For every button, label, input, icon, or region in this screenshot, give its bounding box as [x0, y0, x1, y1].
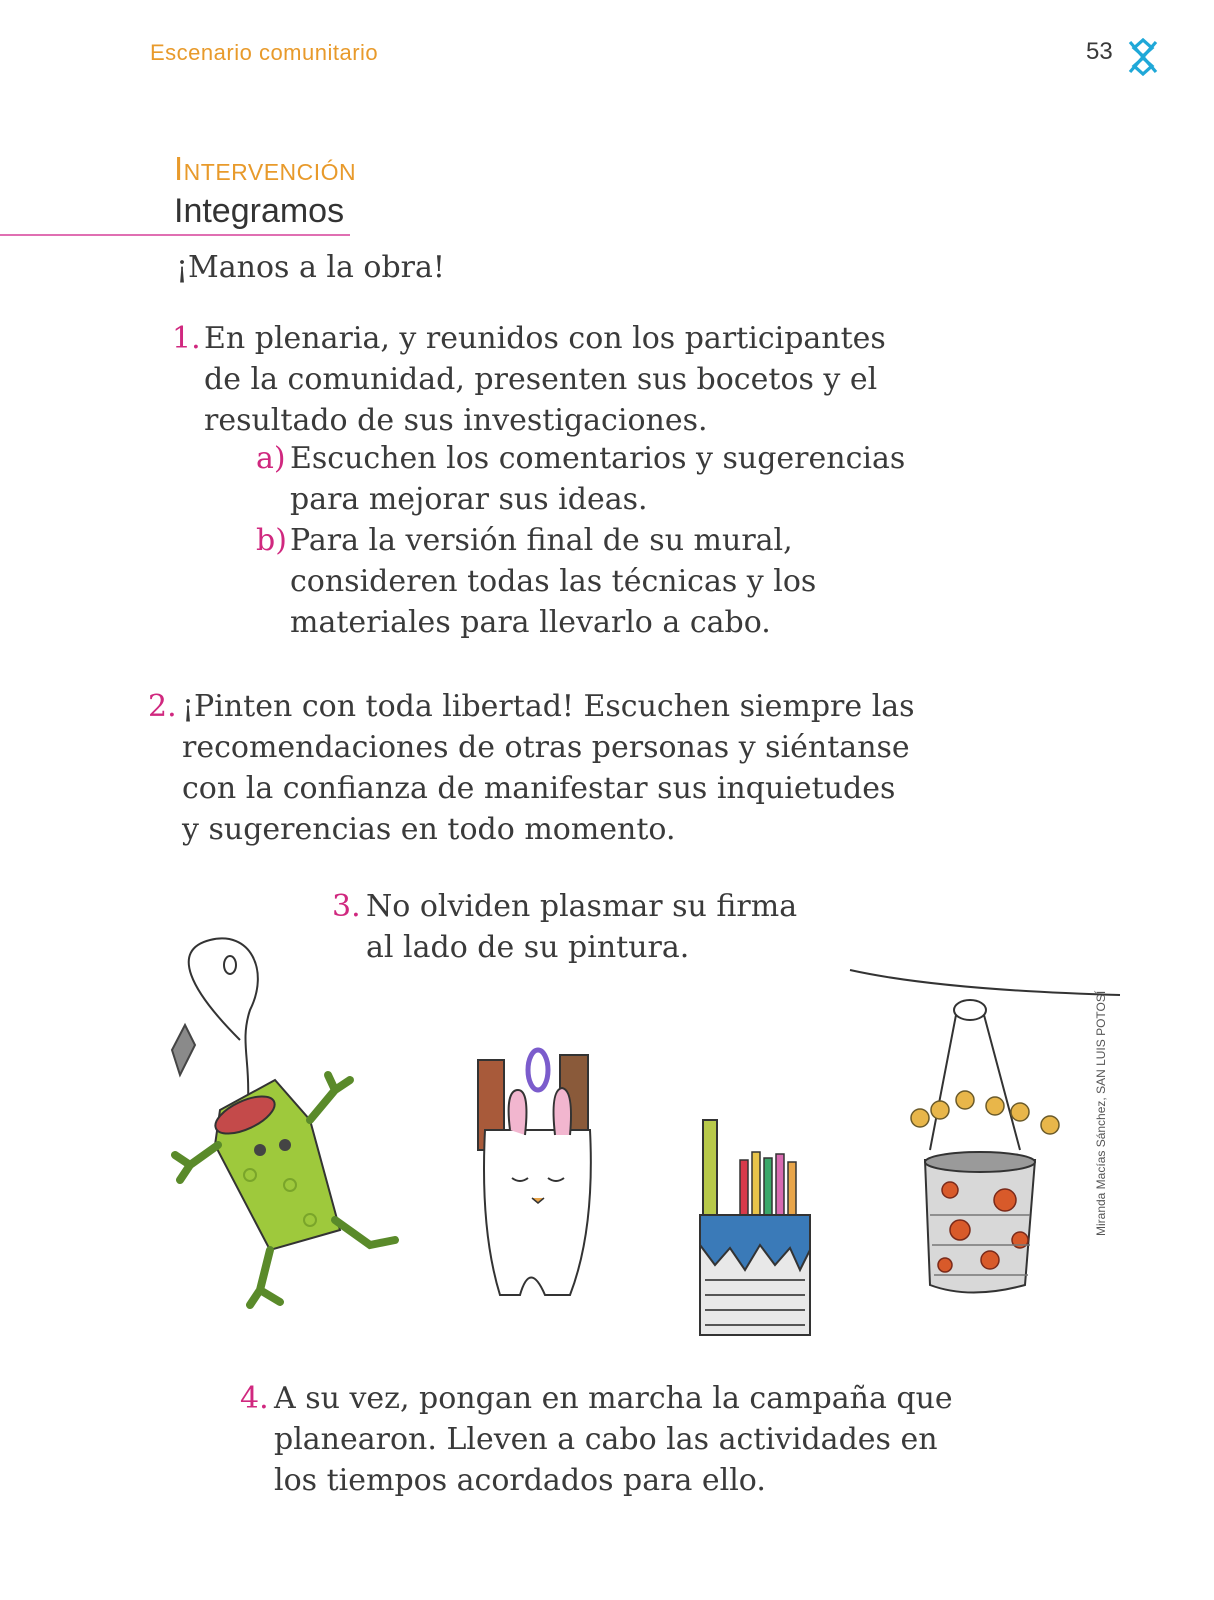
star-knot-icon: [1126, 38, 1160, 76]
subitem-letter: a): [256, 441, 286, 476]
bunny-bottle-drawing: [478, 1050, 591, 1295]
list-item-1: [172, 318, 886, 441]
title-underline: [0, 234, 350, 236]
item-line: consideren todas las técnicas y los: [290, 564, 817, 599]
item-line: recomendaciones de otras personas y siéntanse: [182, 730, 910, 765]
section-title: Intervención: [174, 150, 357, 187]
list-item-4: [240, 1378, 953, 1501]
item-line: con la confianza de manifestar sus inquietudes: [182, 771, 896, 806]
item-line: planearon. Lleven a cabo las actividades en: [274, 1422, 938, 1457]
page-number: 53: [1086, 38, 1113, 65]
hanging-planter-drawing: [850, 970, 1120, 1293]
item-line: para mejorar sus ideas.: [290, 482, 648, 517]
item-line: al lado de su pintura.: [366, 930, 690, 965]
item-line: y sugerencias en todo momento.: [182, 812, 676, 847]
item-number: 2.: [148, 689, 177, 724]
item-line: de la comunidad, presenten sus bocetos y el: [204, 362, 878, 397]
recycled-crafts-illustration: [160, 930, 1140, 1350]
item-line: los tiempos acordados para ello.: [274, 1463, 766, 1498]
pencil-can-drawing: [700, 1120, 810, 1335]
item-line: resultado de sus investigaciones.: [204, 403, 708, 438]
item-line: Para la versión final de su mural,: [290, 523, 793, 558]
item-number: 1.: [172, 321, 201, 356]
subitem-a: [256, 438, 906, 520]
subitem-b: [256, 520, 817, 643]
item-line: ¡Pinten con toda libertad! Escuchen siempre las: [182, 689, 915, 724]
item-line: En plenaria, y reunidos con los participantes: [204, 321, 886, 356]
item-line: materiales para llevarlo a cabo.: [290, 605, 771, 640]
item-line: No olviden plasmar su firma: [366, 889, 798, 924]
running-header: Escenario comunitario: [150, 40, 379, 65]
intro-text: ¡Manos a la obra!: [176, 250, 445, 285]
item-number: 3.: [332, 889, 361, 924]
subitem-letter: b): [256, 523, 287, 558]
illustration-credit: Miranda Macías Sánchez, SAN LUIS POTOSÍ: [1094, 990, 1108, 1236]
list-item-2: [148, 686, 915, 850]
section-subtitle: Integramos: [174, 192, 345, 230]
item-number: 4.: [240, 1381, 269, 1416]
frog-can-drawing: [172, 938, 395, 1305]
item-line: Escuchen los comentarios y sugerencias: [290, 441, 906, 476]
item-line: A su vez, pongan en marcha la campaña que: [274, 1381, 953, 1416]
